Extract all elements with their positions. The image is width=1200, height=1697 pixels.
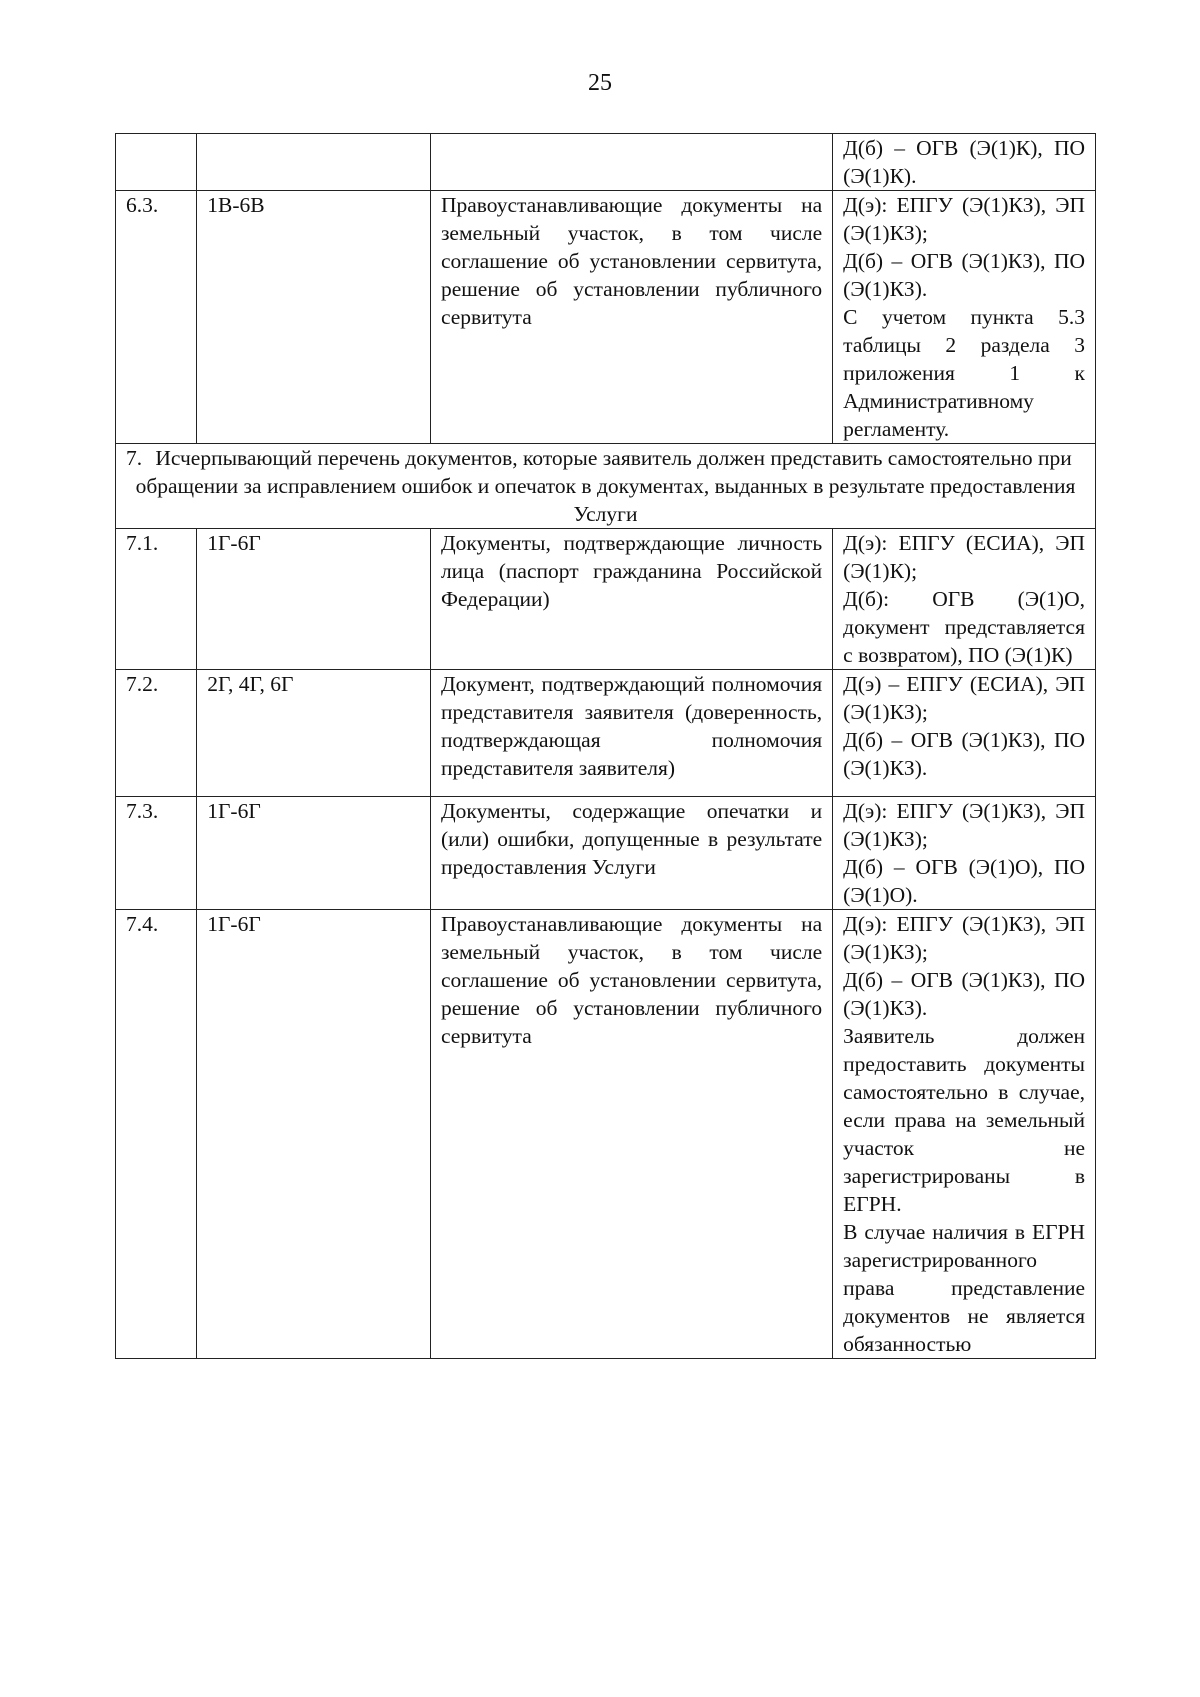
row-number: 6.3. (116, 191, 197, 444)
method-line: Д(б) – ОГВ (Э(1)КЗ), ПО (Э(1)КЗ). (843, 249, 1085, 301)
row-description: Документы, содержащие опечатки и (или) ошибки, допущенные в результате предоставления Услуги (430, 797, 832, 910)
row-submission-method (833, 910, 1096, 1359)
section-row (116, 444, 1096, 529)
row-code: 1Г-6Г (197, 529, 431, 670)
table-row (116, 797, 1096, 910)
method-note: С учетом пункта 5.3 таблицы 2 раздела 3 приложения 1 к Административному регламенту. (843, 305, 1085, 441)
row-number: 7.4. (116, 910, 197, 1359)
row-description (430, 134, 832, 191)
method-line: Д(б) – ОГВ (Э(1)КЗ), ПО (Э(1)КЗ). (843, 728, 1085, 780)
table-row (116, 910, 1096, 1359)
method-note: Заявитель должен предоставить документы самостоятельно в случае, если права на земельный участок не зарегистрированы в ЕГРН. (843, 1024, 1085, 1216)
section-number: 7. (126, 446, 143, 470)
section-cell (116, 444, 1096, 529)
row-description: Правоустанавливающие документы на земельный участок, в том числе соглашение об установлении сервитута, решение об установлении публичного сервитута (430, 191, 832, 444)
page-number: 25 (588, 70, 612, 96)
row-number: 7.1. (116, 529, 197, 670)
row-number: 7.2. (116, 670, 197, 797)
method-line: Д(э): ЕПГУ (Э(1)КЗ), ЭП (Э(1)КЗ); (843, 912, 1085, 964)
row-submission-method (833, 797, 1096, 910)
documents-table (115, 133, 1096, 1359)
row-submission-method (833, 529, 1096, 670)
method-line: Д(б) – ОГВ (Э(1)О), ПО (Э(1)О). (843, 855, 1085, 907)
row-description: Документы, подтверждающие личность лица (паспорт гражданина Российской Федерации) (430, 529, 832, 670)
row-code: 1Г-6Г (197, 797, 431, 910)
method-line: Д(э): ЕПГУ (ЕСИА), ЭП (Э(1)К); (843, 531, 1085, 583)
table-row (116, 134, 1096, 191)
table-row (116, 529, 1096, 670)
row-submission-method (833, 134, 1096, 191)
table-row (116, 670, 1096, 797)
row-description: Документ, подтверждающий полномочия представителя заявителя (доверенность, подтверждающая полномочия представителя заявителя) (430, 670, 832, 797)
table-row (116, 191, 1096, 444)
section-title: Исчерпывающий перечень документов, которые заявитель должен представить самостоятельно при обращении за исправлением ошибок и опечаток в документах, выданных в результате предоставления Услуги (135, 446, 1076, 526)
method-line: Д(б) – ОГВ (Э(1)К), ПО (Э(1)К). (843, 136, 1085, 188)
row-code (197, 134, 431, 191)
method-line: Д(э): ЕПГУ (Э(1)КЗ), ЭП (Э(1)КЗ); (843, 799, 1085, 851)
row-code: 2Г, 4Г, 6Г (197, 670, 431, 797)
method-line: Д(б): ОГВ (Э(1)О, документ представляется с возвратом), ПО (Э(1)К) (843, 587, 1085, 667)
row-number: 7.3. (116, 797, 197, 910)
method-line: Д(э) – ЕПГУ (ЕСИА), ЭП (Э(1)КЗ); (843, 672, 1085, 724)
row-number (116, 134, 197, 191)
method-line: Д(б) – ОГВ (Э(1)КЗ), ПО (Э(1)КЗ). (843, 968, 1085, 1020)
row-submission-method (833, 191, 1096, 444)
method-line: Д(э): ЕПГУ (Э(1)КЗ), ЭП (Э(1)КЗ); (843, 193, 1085, 245)
row-description: Правоустанавливающие документы на земельный участок, в том числе соглашение об установлении сервитута, решение об установлении публичного сервитута (430, 910, 832, 1359)
row-code: 1Г-6Г (197, 910, 431, 1359)
row-submission-method (833, 670, 1096, 797)
method-note: В случае наличия в ЕГРН зарегистрированного права представление документов не является обязанностью (843, 1220, 1085, 1356)
row-code: 1В-6В (197, 191, 431, 444)
